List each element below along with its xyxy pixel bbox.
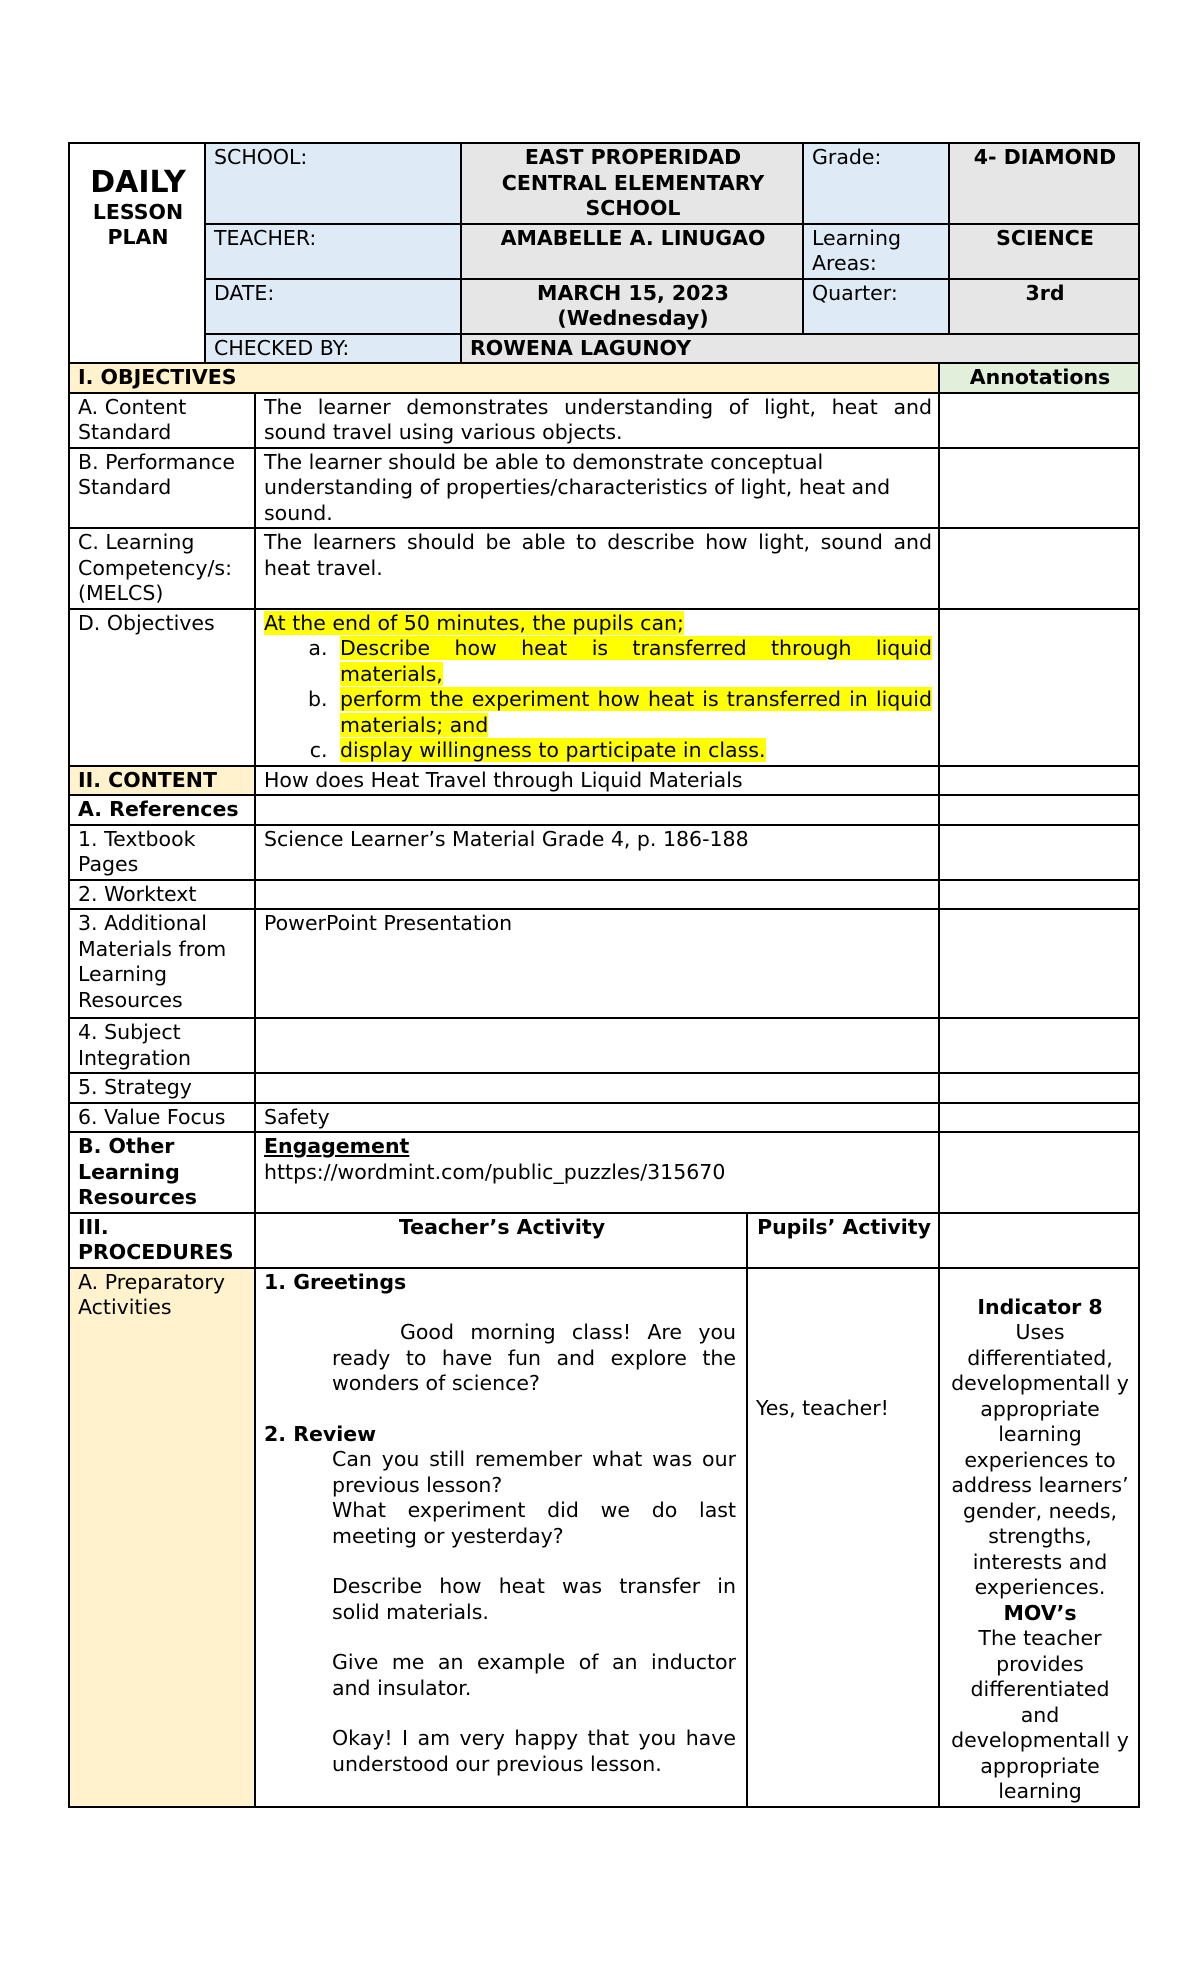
preparatory-activities-label: A. Preparatory Activities — [69, 1268, 255, 1807]
daily-lesson-plan-title: DAILY LESSON PLAN — [69, 143, 205, 363]
objectives-list — [264, 636, 932, 764]
content-heading: II. CONTENT — [69, 766, 255, 796]
indicator-text: Uses differentiated, developmentall y appropriate learning experiences to address learners’ gender, needs, strengths, interests and experiences. — [951, 1320, 1129, 1599]
other-resources-label: B. Other Learning Resources — [69, 1132, 255, 1213]
strategy-value — [255, 1073, 939, 1103]
checked-by-label: CHECKED BY: — [205, 334, 461, 364]
content-topic: How does Heat Travel through Liquid Materials — [255, 766, 939, 796]
learning-areas-label: Learning Areas: — [803, 224, 949, 279]
learning-competency-text: The learners should be able to describe how light, sound and heat travel. — [255, 528, 939, 609]
review-question: Describe how heat was transfer in solid materials. — [332, 1574, 736, 1624]
objective-item: a. Describe how heat is transferred through liquid materials, — [334, 636, 932, 687]
quarter-value: 3rd — [949, 279, 1139, 334]
teacher-label: TEACHER: — [205, 224, 461, 279]
header-table — [68, 142, 1140, 364]
annotation-cell — [939, 795, 1139, 825]
performance-standard-text: The learner should be able to demonstrate conceptual understanding of properties/characteristics of light, heat and sound. — [255, 448, 939, 529]
grade-value: 4- DIAMOND — [949, 143, 1139, 224]
worktext-value — [255, 880, 939, 910]
teacher-activity-heading: Teacher’s Activity — [255, 1213, 747, 1268]
textbook-value: Science Learner’s Material Grade 4, p. 186-188 — [255, 825, 939, 880]
review-question: Give me an example of an inductor and insulator. — [332, 1650, 736, 1700]
learning-areas-value: SCIENCE — [949, 224, 1139, 279]
annotation-cell — [939, 825, 1139, 880]
objectives-label: D. Objectives — [69, 609, 255, 766]
content-standard-label: A. Content Standard — [69, 393, 255, 448]
references-label: A. References — [69, 795, 255, 825]
objectives-intro: At the end of 50 minutes, the pupils can; — [264, 610, 684, 635]
annotation-cell — [939, 393, 1139, 448]
movs-title: MOV’s — [1003, 1600, 1077, 1625]
subject-integration-value — [255, 1018, 939, 1073]
checked-by-value: ROWENA LAGUNOY — [461, 334, 1139, 364]
greetings-text: Good morning class! Are you ready to have fun and explore the wonders of science? — [332, 1320, 736, 1395]
procedures-heading: III. PROCEDURES — [69, 1213, 255, 1268]
annotation-cell — [939, 448, 1139, 529]
value-focus-value: Safety — [255, 1103, 939, 1133]
performance-standard-label: B. Performance Standard — [69, 448, 255, 529]
weekday-line: (Wednesday) — [557, 306, 709, 330]
content-standard-text: The learner demonstrates understanding of light, heat and sound travel using various objects. — [255, 393, 939, 448]
annotation-cell — [939, 609, 1139, 766]
additional-materials-value: PowerPoint Presentation — [255, 909, 939, 1018]
date-line: MARCH 15, 2023 — [537, 280, 729, 305]
annotation-cell — [939, 909, 1139, 1018]
lesson-plan-document — [68, 142, 1138, 1808]
annotation-cell — [939, 1132, 1139, 1213]
engagement-heading: Engagement — [264, 1134, 410, 1158]
references-value — [255, 795, 939, 825]
other-resources-value — [255, 1132, 939, 1213]
strategy-label: 5. Strategy — [69, 1073, 255, 1103]
teacher-activity-cell — [255, 1268, 747, 1807]
school-label: SCHOOL: — [205, 143, 461, 224]
review-closing: Okay! I am very happy that you have understood our previous lesson. — [332, 1726, 736, 1776]
objective-item: b. perform the experiment how heat is transferred in liquid materials; and — [334, 687, 932, 738]
subject-integration-label: 4. Subject Integration — [69, 1018, 255, 1073]
grade-label: Grade: — [803, 143, 949, 224]
school-value: EAST PROPERIDAD CENTRAL ELEMENTARY SCHOOL — [461, 143, 803, 224]
worktext-label: 2. Worktext — [69, 880, 255, 910]
wordmint-link[interactable]: https://wordmint.com/public_puzzles/315670 — [264, 1159, 726, 1184]
annotation-cell — [939, 1073, 1139, 1103]
objectives-list-cell — [255, 609, 939, 766]
annotations-heading: Annotations — [939, 363, 1139, 393]
date-value — [461, 279, 803, 334]
pupil-answer: Yes, teacher! — [756, 1395, 889, 1420]
objectives-heading: I. OBJECTIVES — [69, 363, 939, 393]
annotation-cell — [939, 766, 1139, 796]
annotation-cell — [939, 528, 1139, 609]
objective-item: c. display willingness to participate in class. — [334, 738, 932, 764]
date-label: DATE: — [205, 279, 461, 334]
learning-competency-label: C. Learning Competency/s: (MELCS) — [69, 528, 255, 609]
pupils-activity-cell — [747, 1268, 939, 1807]
additional-materials-label: 3. Additional Materials from Learning Resources — [69, 909, 255, 1018]
annotation-cell — [939, 880, 1139, 910]
annotation-cell — [939, 1103, 1139, 1133]
textbook-label: 1. Textbook Pages — [69, 825, 255, 880]
greetings-title: 1. Greetings — [264, 1269, 407, 1294]
annotation-cell — [939, 1213, 1139, 1268]
value-focus-label: 6. Value Focus — [69, 1103, 255, 1133]
indicator-title: Indicator 8 — [977, 1294, 1103, 1319]
indicator-annotation-cell — [939, 1268, 1139, 1807]
lesson-body-table — [68, 362, 1140, 1808]
annotation-cell — [939, 1018, 1139, 1073]
review-title: 2. Review — [264, 1421, 377, 1446]
movs-text: The teacher provides differentiated and developmentall y appropriate learning — [951, 1626, 1129, 1803]
quarter-label: Quarter: — [803, 279, 949, 334]
teacher-value: AMABELLE A. LINUGAO — [461, 224, 803, 279]
pupils-activity-heading: Pupils’ Activity — [747, 1213, 939, 1268]
review-question: Can you still remember what was our previous lesson? — [332, 1447, 736, 1497]
review-question: What experiment did we do last meeting or yesterday? — [332, 1498, 736, 1548]
